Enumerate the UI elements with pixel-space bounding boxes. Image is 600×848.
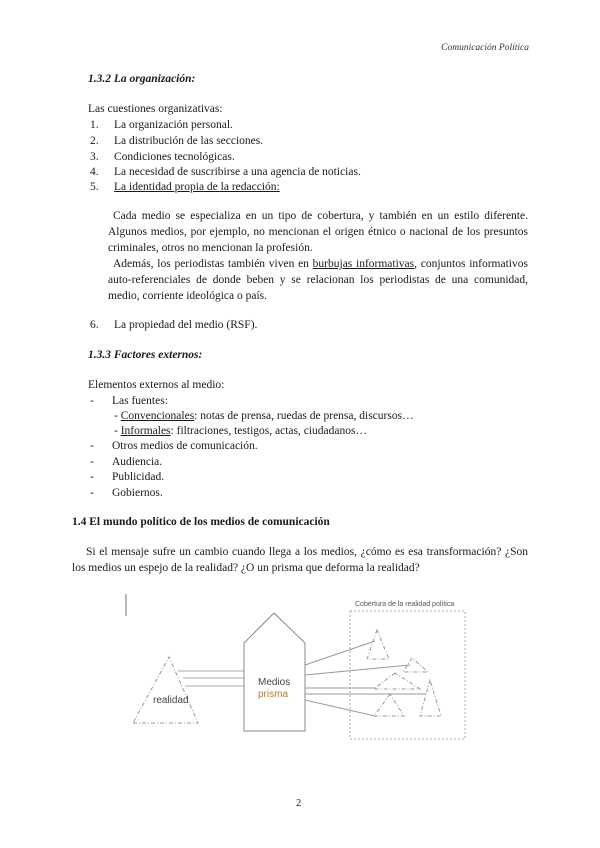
output-ray bbox=[305, 641, 375, 665]
bullet-dash: - bbox=[90, 456, 94, 468]
section-heading-organizacion: 1.3.2 La organización: bbox=[88, 73, 196, 85]
running-header: Comunicación Política bbox=[441, 43, 529, 53]
prism-label-medios: Medios bbox=[258, 677, 291, 688]
list-text: La distribución de las secciones. bbox=[114, 135, 264, 147]
list-number: 2. bbox=[90, 135, 99, 147]
bullet-dash: - bbox=[90, 471, 94, 483]
list-number: 4. bbox=[90, 166, 99, 178]
list-intro: Las cuestiones organizativas: bbox=[88, 103, 223, 115]
bullet-text: Las fuentes: bbox=[112, 395, 168, 407]
list-text: La identidad propia de la redacción: bbox=[114, 181, 280, 193]
section-heading-mundo-politico: 1.4 El mundo político de los medios de comunicación bbox=[72, 516, 330, 528]
distorted-triangle bbox=[374, 694, 404, 716]
prism-label-prisma: prisma bbox=[258, 689, 289, 700]
bullet-text: Otros medios de comunicación. bbox=[112, 440, 258, 452]
reality-triangle bbox=[133, 657, 198, 723]
distorted-triangle bbox=[374, 673, 420, 689]
page-number: 2 bbox=[296, 798, 302, 809]
paragraph-cobertura: Cada medio se especializa en un tipo de cobertura, y también en un estilo diferente. Algunos medios, por ejemplo, no mencionan el origen étnico o nacional de los presuntos criminales, otros no mencionan la profesión. bbox=[108, 210, 528, 254]
sub-dash: - bbox=[114, 410, 121, 422]
paragraph-text: Además, los periodistas también viven en bbox=[113, 258, 313, 270]
list-number: 6. bbox=[90, 319, 99, 331]
coverage-label: Cobertura de la realidad política bbox=[355, 601, 455, 608]
paragraph-prisma: Si el mensaje sufre un cambio cuando llega a los medios, ¿cómo es esa transformación? ¿Son los medios un espejo de la realidad? ¿O un prisma que deforma la realidad? bbox=[72, 546, 528, 574]
bullet-text: Audiencia. bbox=[112, 456, 163, 468]
bullet-dash: - bbox=[90, 395, 94, 407]
bullet-dash: - bbox=[90, 440, 94, 452]
media-prism-shape bbox=[244, 613, 305, 731]
distorted-triangle bbox=[420, 680, 441, 716]
term-convencionales: Convencionales bbox=[120, 410, 195, 422]
paragraph-text: , conjuntos informativos auto-referenciales de donde beben y se relacionan los periodistas de una comunidad, medio, corriente ideológica o país. bbox=[108, 258, 528, 302]
list-text: Condiciones tecnológicas. bbox=[114, 151, 235, 163]
sub-dash: - bbox=[114, 425, 121, 437]
list-intro: Elementos externos al medio: bbox=[88, 379, 225, 391]
term-burbujas-informativas: burbujas informativas bbox=[312, 258, 415, 270]
section-heading-factores-externos: 1.3.3 Factores externos: bbox=[88, 349, 203, 361]
coverage-box bbox=[350, 611, 465, 739]
output-ray bbox=[305, 700, 375, 716]
list-text: La propiedad del medio (RSF). bbox=[114, 319, 258, 331]
bullet-text: Publicidad. bbox=[112, 471, 165, 483]
term-informales: Informales bbox=[120, 425, 171, 437]
list-text: La organización personal. bbox=[114, 119, 233, 131]
sub-text: : notas de prensa, ruedas de prensa, discursos… bbox=[194, 410, 414, 422]
bullet-text: Gobiernos. bbox=[112, 487, 163, 499]
list-number: 1. bbox=[90, 119, 99, 131]
distorted-triangle bbox=[367, 630, 389, 659]
reality-label: realidad bbox=[153, 695, 189, 706]
list-text: La necesidad de suscribirse a una agencia de noticias. bbox=[114, 166, 361, 178]
sub-text: : filtraciones, testigos, actas, ciudadanos… bbox=[170, 425, 367, 437]
list-number: 3. bbox=[90, 151, 99, 163]
list-number: 5. bbox=[90, 181, 99, 193]
bullet-dash: - bbox=[90, 487, 94, 499]
